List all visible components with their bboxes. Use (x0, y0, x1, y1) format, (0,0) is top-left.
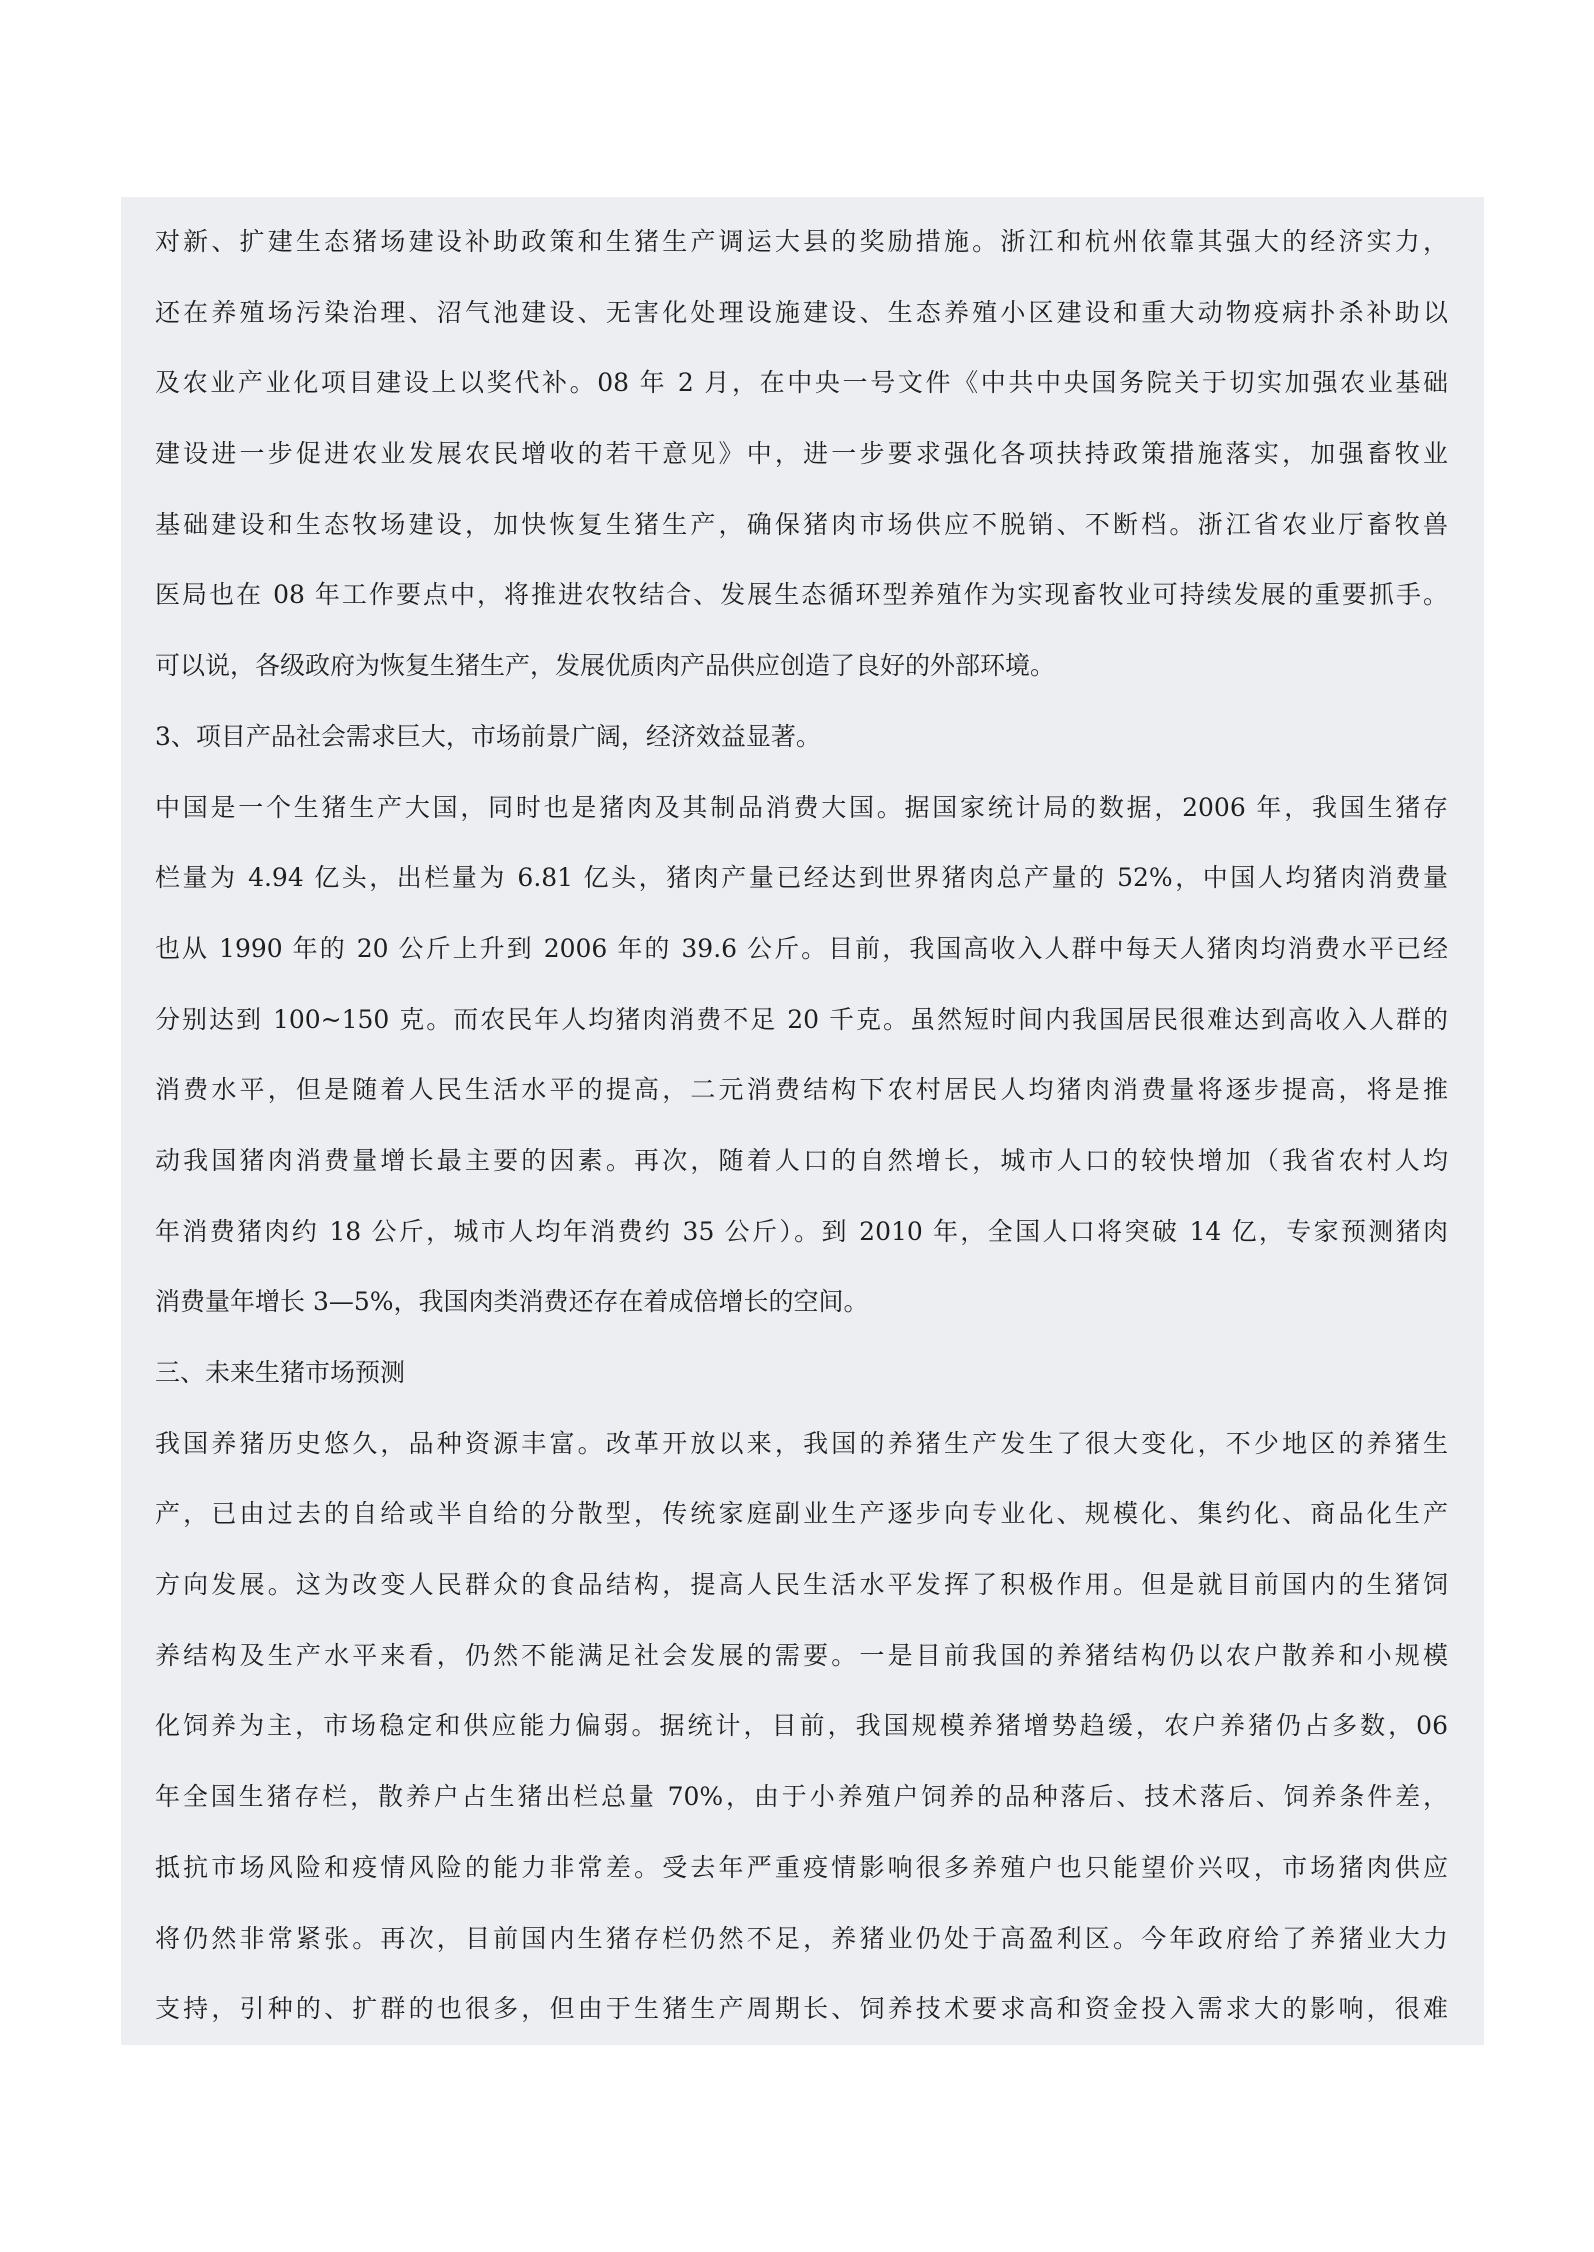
text-line: 我国养猪历史悠久，品种资源丰富。改革开放以来，我国的养猪生产发生了很大变化，不少地区的养猪生 (155, 1428, 1448, 1458)
text-line: 可以说，各级政府为恢复生猪生产，发展优质肉产品供应创造了良好的外部环境。 (155, 651, 1056, 681)
text-line: 栏量为 4.94 亿头，出栏量为 6.81 亿头，猪肉产量已经达到世界猪肉总产量的 52%，中国人均猪肉消费量 (155, 863, 1448, 893)
text-line: 还在养殖场污染治理、沼气池建设、无害化处理设施建设、生态养殖小区建设和重大动物疫病扑杀补助以 (155, 297, 1448, 327)
text-line: 将仍然非常紧张。再次，目前国内生猪存栏仍然不足，养猪业仍处于高盈利区。今年政府给了养猪业大力 (155, 1923, 1448, 1953)
text-line: 年消费猪肉约 18 公斤，城市人均年消费约 35 公斤）。到 2010 年，全国人口将突破 14 亿，专家预测猪肉 (155, 1216, 1448, 1246)
text-line: 动我国猪肉消费量增长最主要的因素。再次，随着人口的自然增长，城市人口的较快增加（我省农村人均 (155, 1145, 1448, 1175)
text-line: 养结构及生产水平来看，仍然不能满足社会发展的需要。一是目前我国的养猪结构仍以农户散养和小规模 (155, 1640, 1448, 1670)
text-line: 方向发展。这为改变人民群众的食品结构，提高人民生活水平发挥了积极作用。但是就目前国内的生猪饲 (155, 1570, 1448, 1600)
text-line: 对新、扩建生态猪场建设补助政策和生猪生产调运大县的奖励措施。浙江和杭州依靠其强大的经济实力， (155, 227, 1448, 256)
text-line: 3、项目产品社会需求巨大，市场前景广阔，经济效益显著。 (155, 721, 821, 751)
document-text-block (121, 197, 1484, 2045)
text-line: 化饲养为主，市场稳定和供应能力偏弱。据统计，目前，我国规模养猪增势趋缓，农户养猪仍占多数，06 (155, 1711, 1448, 1741)
text-line: 产，已由过去的自给或半自给的分散型，传统家庭副业生产逐步向专业化、规模化、集约化、商品化生产 (155, 1499, 1448, 1529)
text-line: 支持，引种的、扩群的也很多，但由于生猪生产周期长、饲养技术要求高和资金投入需求大的影响，很难 (155, 1994, 1448, 2024)
text-line: 三、未来生猪市场预测 (155, 1358, 406, 1387)
text-line: 及农业产业化项目建设上以奖代补。08 年 2 月，在中央一号文件《中共中央国务院关于切实加强农业基础 (155, 368, 1448, 398)
text-line: 抵抗市场风险和疫情风险的能力非常差。受去年严重疫情影响很多养殖户也只能望价兴叹，市场猪肉供应 (155, 1852, 1448, 1882)
text-line: 基础建设和生态牧场建设，加快恢复生猪生产，确保猪肉市场供应不脱销、不断档。浙江省农业厅畜牧兽 (155, 509, 1448, 539)
text-line: 也从 1990 年的 20 公斤上升到 2006 年的 39.6 公斤。目前，我国高收入人群中每天人猪肉均消费水平已经 (155, 933, 1448, 963)
text-line: 年全国生猪存栏，散养户占生猪出栏总量 70%，由于小养殖户饲养的品种落后、技术落后、饲养条件差， (155, 1782, 1448, 1812)
text-line: 医局也在 08 年工作要点中，将推进农牧结合、发展生态循环型养殖作为实现畜牧业可持续发展的重要抓手。 (155, 580, 1448, 610)
text-line: 分别达到 100~150 克。而农民年人均猪肉消费不足 20 千克。虽然短时间内我国居民很难达到高收入人群的 (155, 1004, 1448, 1034)
text-line: 中国是一个生猪生产大国，同时也是猪肉及其制品消费大国。据国家统计局的数据，2006 年，我国生猪存 (155, 792, 1448, 822)
text-line: 消费量年增长 3—5%，我国肉类消费还存在着成倍增长的空间。 (155, 1287, 869, 1317)
text-line: 消费水平，但是随着人民生活水平的提高，二元消费结构下农村居民人均猪肉消费量将逐步提高，将是推 (155, 1075, 1448, 1105)
text-line: 建设进一步促进农业发展农民增收的若干意见》中，进一步要求强化各项扶持政策措施落实，加强畜牧业 (155, 439, 1448, 469)
